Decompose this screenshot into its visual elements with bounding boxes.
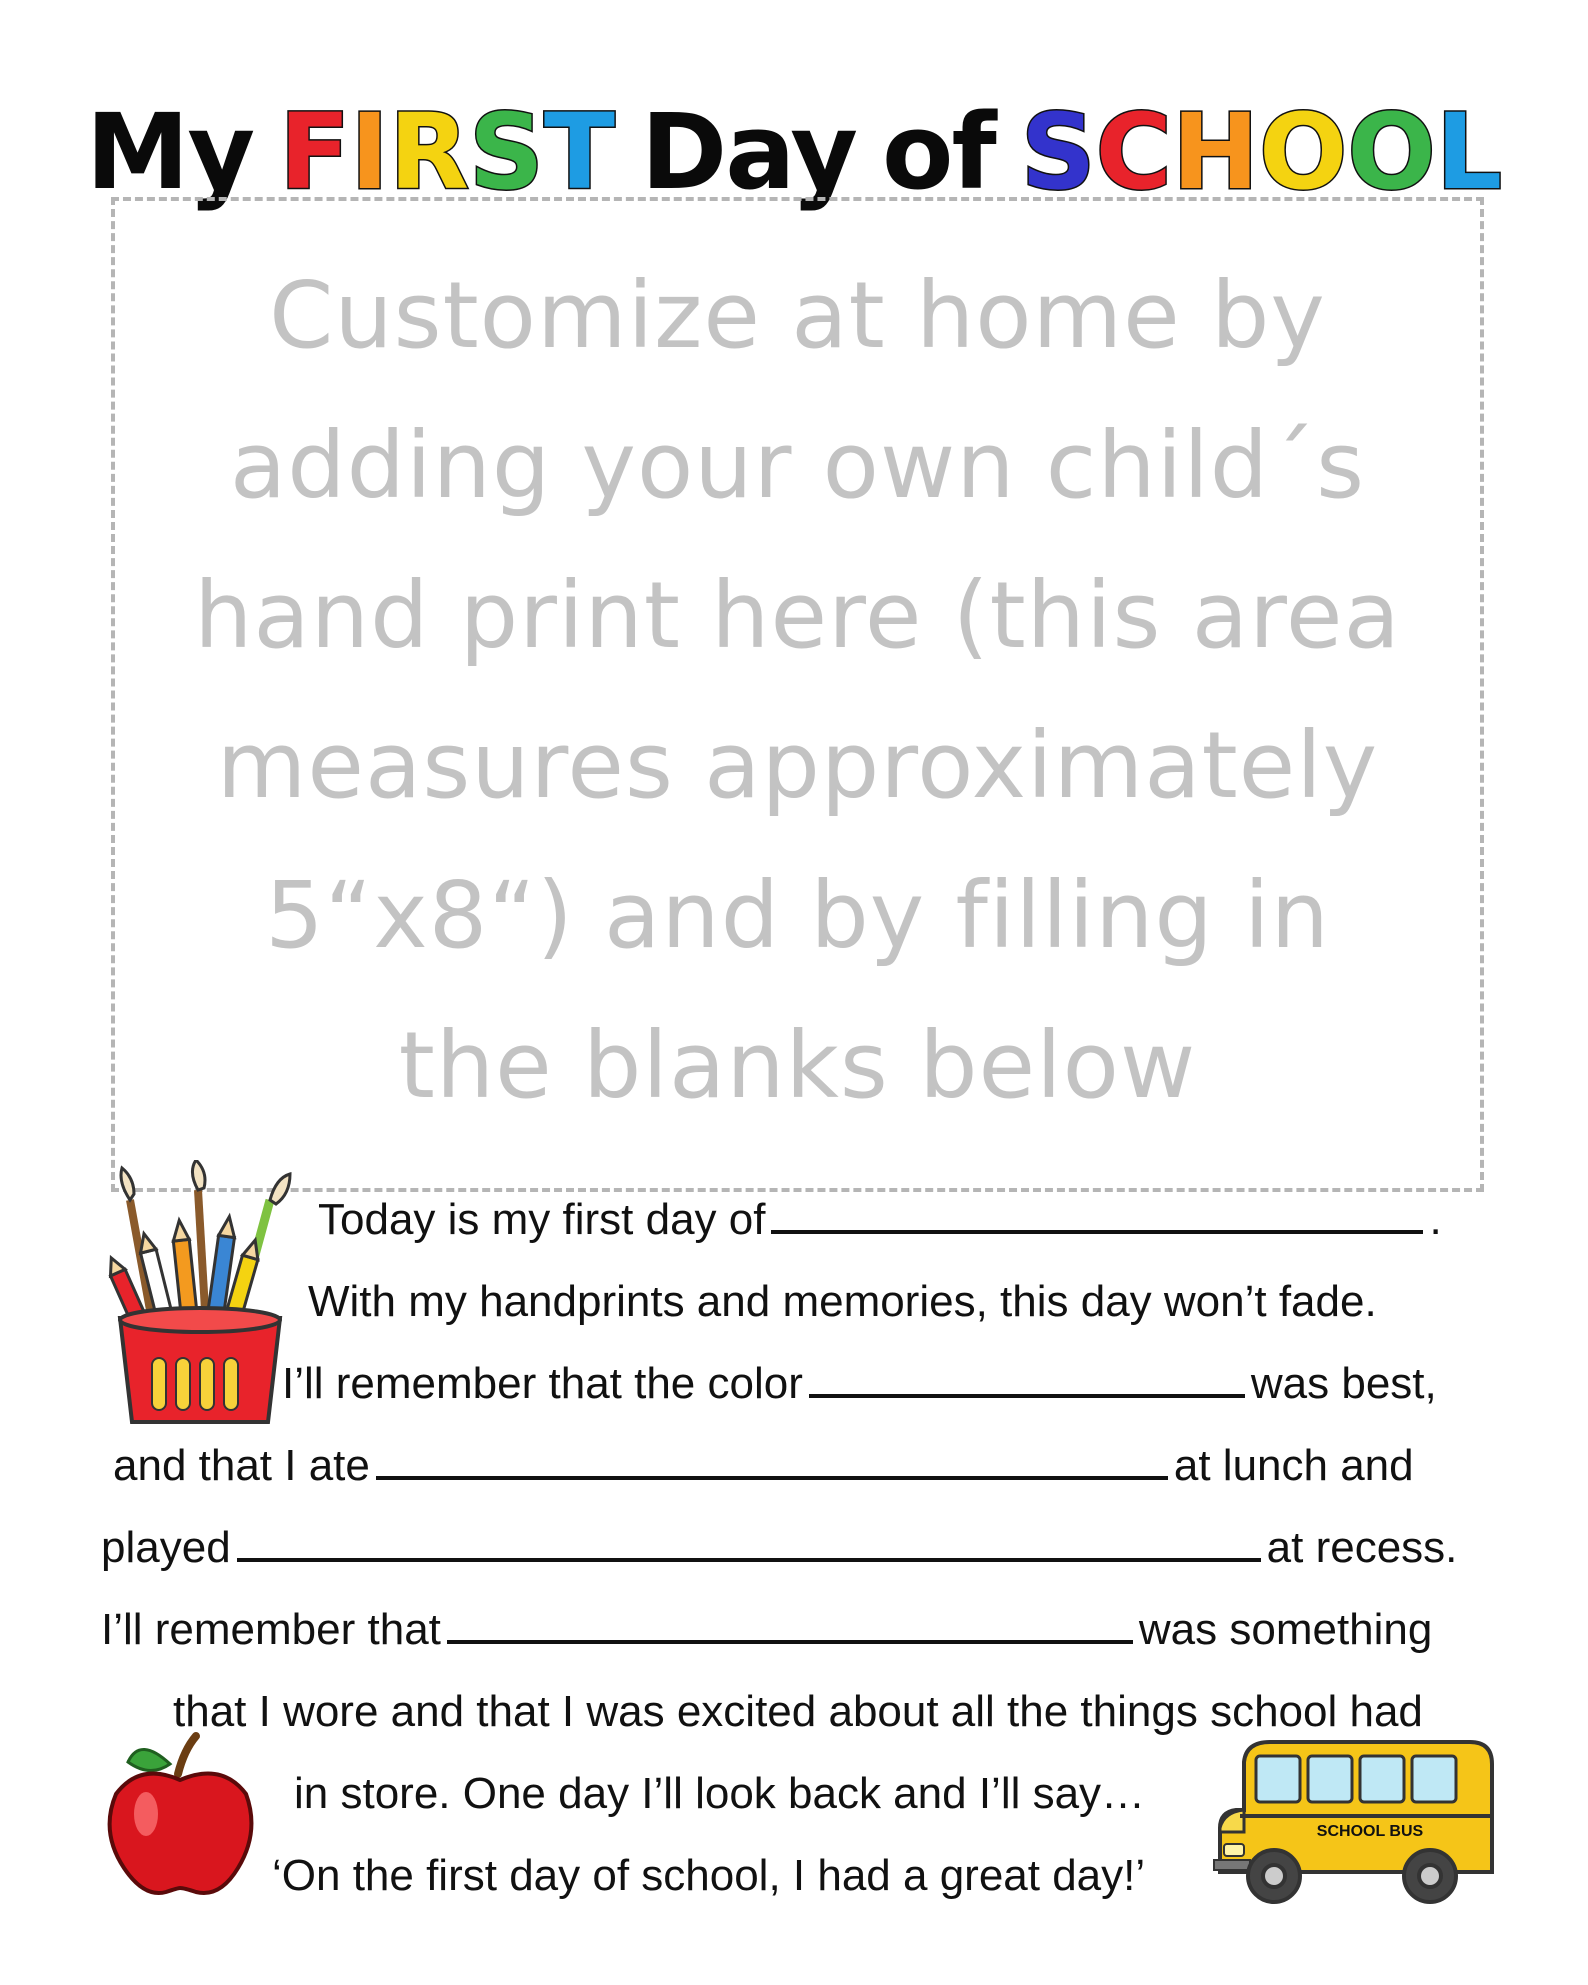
- bus-label: SCHOOL BUS: [1316, 1823, 1424, 1840]
- title-word-of: of: [882, 91, 995, 213]
- title-letter: L: [1435, 91, 1503, 213]
- instruction-line: Customize at home by: [269, 262, 1326, 369]
- title-letter: O: [1258, 91, 1348, 213]
- page-title: [0, 92, 1588, 212]
- title-letter: R: [388, 91, 470, 213]
- instruction-line: the blanks below: [398, 1012, 1197, 1119]
- instruction-line: hand print here (this area: [194, 562, 1401, 669]
- blank-favorite-color[interactable]: [809, 1354, 1245, 1398]
- poem-text: I’ll remember that: [101, 1605, 441, 1654]
- poem-line-8: in store. One day I’ll look back and I’ll say…: [294, 1769, 1146, 1818]
- poem-text: Today is my first day of: [318, 1195, 766, 1244]
- blank-school-grade[interactable]: [771, 1190, 1423, 1234]
- poem-text: and that I ate: [113, 1441, 370, 1490]
- blank-outfit[interactable]: [447, 1600, 1133, 1644]
- title-letter: S: [1020, 91, 1096, 213]
- poem-line-7: that I wore and that I was excited about all the things school had: [173, 1687, 1423, 1736]
- title-letter: O: [1347, 91, 1436, 213]
- instruction-line: 5“x8“) and by filling in: [265, 862, 1330, 969]
- title-word-day: Day: [640, 91, 856, 213]
- poem-text: played: [101, 1523, 231, 1572]
- poem-line-4: [113, 1436, 1414, 1496]
- instruction-text: [115, 241, 1480, 1141]
- title-word-first: [279, 91, 615, 213]
- title-letter: I: [350, 91, 389, 213]
- instruction-line: adding your own child´s: [229, 412, 1366, 519]
- poem-line-6: [101, 1600, 1432, 1660]
- poem-text: at lunch and: [1173, 1441, 1414, 1490]
- title-letter: S: [469, 91, 544, 213]
- school-bus-icon: [1200, 1732, 1500, 1908]
- title-letter: C: [1095, 91, 1172, 213]
- poem-text: was something: [1138, 1605, 1433, 1654]
- poem-line-2: With my handprints and memories, this day won’t fade.: [308, 1277, 1377, 1326]
- poem-line-5: [101, 1518, 1457, 1578]
- poem-text: I’ll remember that the color: [282, 1359, 803, 1408]
- poem-text: at recess.: [1266, 1523, 1458, 1572]
- poem-line-9: ‘On the first day of school, I had a great day!’: [272, 1851, 1146, 1900]
- instruction-line: measures approximately: [216, 712, 1379, 819]
- blank-lunch[interactable]: [376, 1436, 1168, 1480]
- poem-line-3: [282, 1354, 1437, 1414]
- title-word-school: [1021, 91, 1502, 213]
- pencil-cup-icon: [100, 1160, 300, 1430]
- title-letter: T: [543, 91, 615, 213]
- blank-recess-game[interactable]: [237, 1518, 1261, 1562]
- poem-text: .: [1429, 1195, 1442, 1244]
- poem-text: was best,: [1250, 1359, 1437, 1408]
- title-letter: F: [279, 91, 351, 213]
- title-letter: H: [1171, 91, 1259, 213]
- apple-icon: [100, 1722, 260, 1902]
- title-word-my: My: [85, 91, 254, 213]
- handprint-area[interactable]: [111, 197, 1484, 1192]
- poem-line-1: [318, 1190, 1442, 1250]
